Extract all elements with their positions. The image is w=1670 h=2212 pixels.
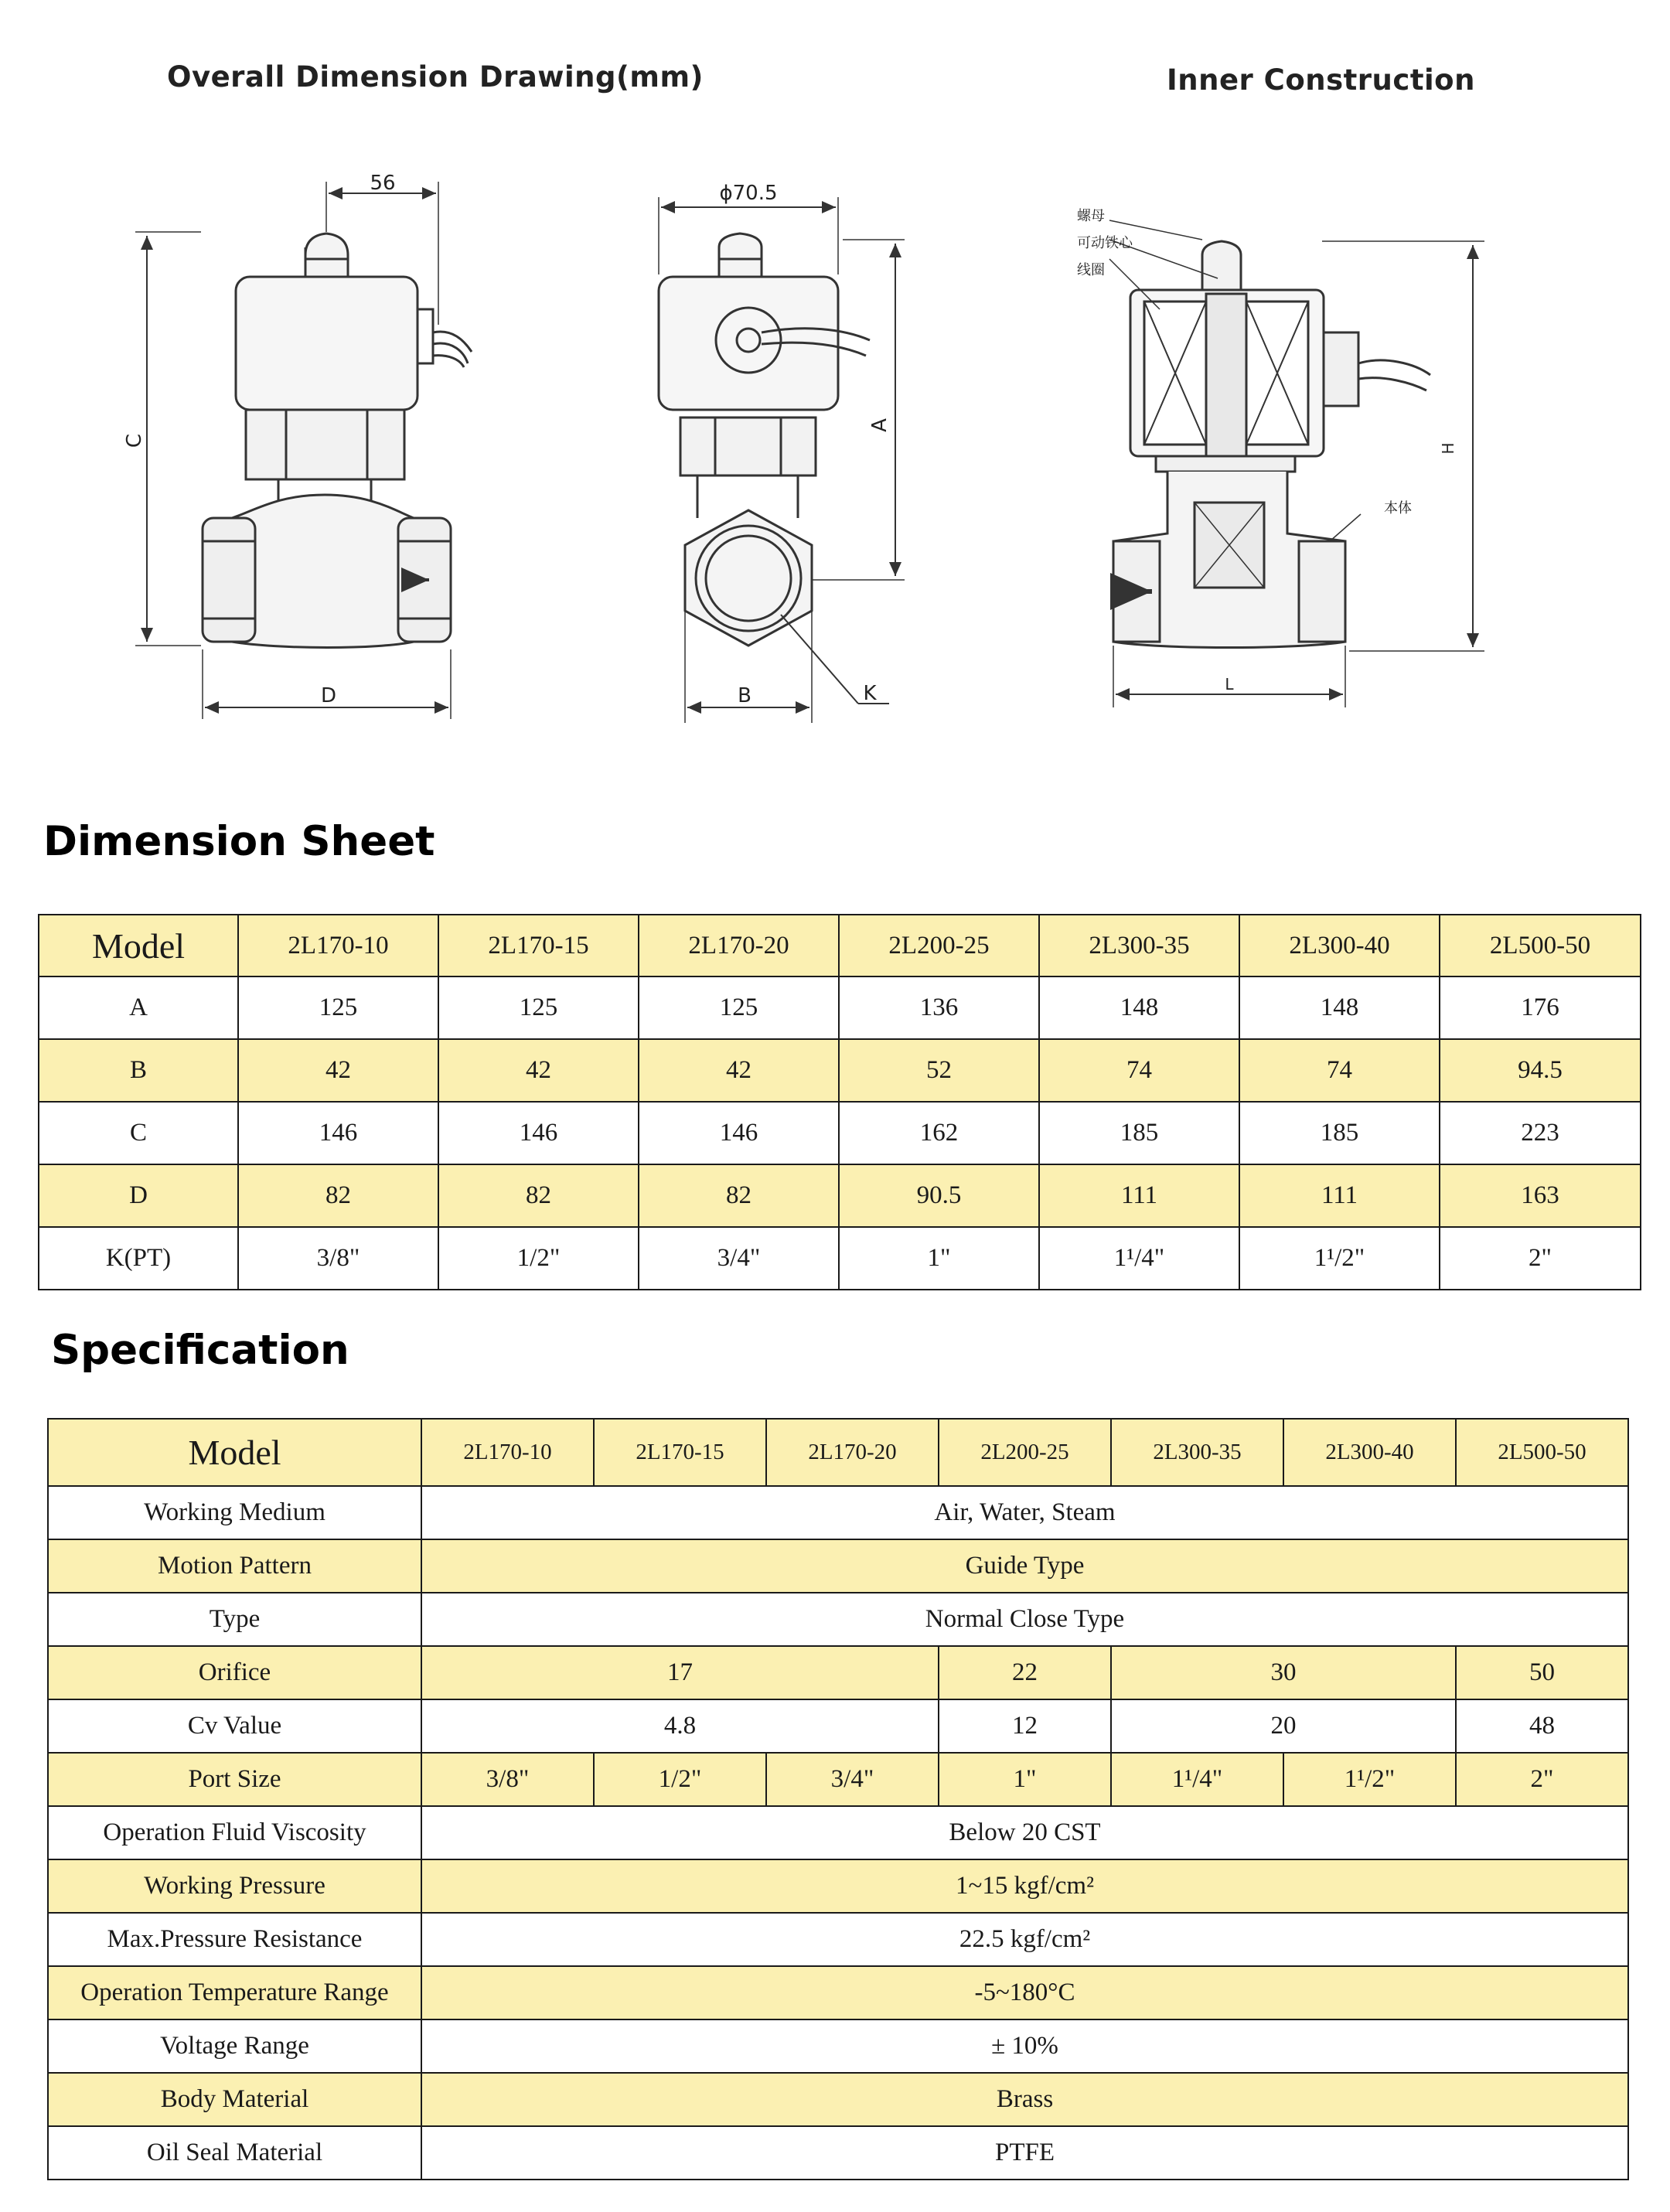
table-row [39, 1102, 1641, 1164]
dim-cell: 82 [238, 1164, 438, 1227]
dim-model-cell: 2L300-40 [1239, 915, 1440, 976]
dim-model-cell: 2L170-15 [438, 915, 639, 976]
dim-cell: 185 [1239, 1102, 1440, 1164]
table-row [48, 1699, 1628, 1753]
dim-cell: 1¹/4" [1039, 1227, 1239, 1290]
dim-cell: 82 [438, 1164, 639, 1227]
spec-row-label: Operation Fluid Viscosity [48, 1806, 421, 1859]
dim-model-cell: 2L170-10 [238, 915, 438, 976]
dim-row-label: B [39, 1039, 238, 1102]
spec-cell: PTFE [421, 2126, 1628, 2180]
spec-cell: -5~180°C [421, 1966, 1628, 2019]
dim-cell: 176 [1440, 976, 1641, 1039]
dim-cell: 185 [1039, 1102, 1239, 1164]
dim-cell: 163 [1440, 1164, 1641, 1227]
dim-cell: 90.5 [839, 1164, 1039, 1227]
spec-header-row [48, 1419, 1628, 1486]
spec-row-label: Motion Pattern [48, 1539, 421, 1593]
dim-cell: 42 [639, 1039, 839, 1102]
inner-construction-title: Inner Construction [1167, 63, 1475, 97]
spec-model-cell: 2L170-20 [766, 1419, 939, 1486]
dim-model-cell: 2L200-25 [839, 915, 1039, 976]
spec-model-cell: 2L300-40 [1283, 1419, 1456, 1486]
table-row [39, 1227, 1641, 1290]
spec-row-label: Body Material [48, 2073, 421, 2126]
dim-cell: 223 [1440, 1102, 1641, 1164]
spec-cell: Below 20 CST [421, 1806, 1628, 1859]
spec-cell: 22 [939, 1646, 1111, 1699]
dim-cell: 162 [839, 1102, 1039, 1164]
table-row [48, 1486, 1628, 1539]
dim-cell: 42 [438, 1039, 639, 1102]
spec-model-cell: 2L200-25 [939, 1419, 1111, 1486]
dim-h-label: H [1439, 442, 1457, 455]
spec-cell: 1¹/2" [1283, 1753, 1456, 1806]
dim-model-cell: 2L300-35 [1039, 915, 1239, 976]
spec-header-model: Model [48, 1419, 421, 1486]
dim-cell: 111 [1239, 1164, 1440, 1227]
dim-d-label: D [320, 684, 337, 707]
spec-cell: 50 [1456, 1646, 1628, 1699]
dim-row-label: C [39, 1102, 238, 1164]
dim-cell: 148 [1239, 976, 1440, 1039]
side-view-drawing [659, 197, 905, 723]
specification-table [47, 1418, 1629, 2180]
spec-row-label: Voltage Range [48, 2019, 421, 2073]
dim-cell: 42 [238, 1039, 438, 1102]
spec-model-cell: 2L170-15 [594, 1419, 766, 1486]
dim-a-label: A [868, 418, 891, 432]
spec-cell: Brass [421, 2073, 1628, 2126]
spec-cell: 12 [939, 1699, 1111, 1753]
dim-cell: 125 [438, 976, 639, 1039]
table-row [48, 2019, 1628, 2073]
spec-row-label: Port Size [48, 1753, 421, 1806]
spec-cell: 1¹/4" [1111, 1753, 1283, 1806]
dim-cell: 136 [839, 976, 1039, 1039]
spec-cell: Guide Type [421, 1539, 1628, 1593]
drawing-title: Overall Dimension Drawing(mm) [167, 60, 704, 94]
spec-cell: 1~15 kgf/cm² [421, 1859, 1628, 1913]
dim-cell: 74 [1239, 1039, 1440, 1102]
spec-row-label: Max.Pressure Resistance [48, 1913, 421, 1966]
table-row [39, 976, 1641, 1039]
dim-cell: 82 [639, 1164, 839, 1227]
table-row [48, 2126, 1628, 2180]
inner-construction-drawing [1109, 220, 1484, 707]
dim-cell: 2" [1440, 1227, 1641, 1290]
table-row [48, 1806, 1628, 1859]
dim-cell: 146 [639, 1102, 839, 1164]
specification-title: Specification [51, 1327, 349, 1374]
table-row [39, 1039, 1641, 1102]
spec-model-cell: 2L300-35 [1111, 1419, 1283, 1486]
spec-row-label: Oil Seal Material [48, 2126, 421, 2180]
dim-cell: 125 [639, 976, 839, 1039]
spec-cell: 1/2" [594, 1753, 766, 1806]
dim-model-cell: 2L500-50 [1440, 915, 1641, 976]
dim-cell: 1" [839, 1227, 1039, 1290]
table-row [48, 2073, 1628, 2126]
table-row [48, 1753, 1628, 1806]
dim-model-cell: 2L170-20 [639, 915, 839, 976]
cn-body-label: 本体 [1384, 500, 1412, 516]
dim-header-model: Model [39, 915, 238, 976]
spec-cell: Air, Water, Steam [421, 1486, 1628, 1539]
dim-cell: 3/8" [238, 1227, 438, 1290]
table-row [48, 1859, 1628, 1913]
dimension-drawings [0, 0, 1670, 773]
dim-cell: 148 [1039, 976, 1239, 1039]
dimension-sheet-title: Dimension Sheet [43, 818, 435, 865]
dim-cell: 94.5 [1440, 1039, 1641, 1102]
spec-cell: 22.5 kgf/cm² [421, 1913, 1628, 1966]
dim-cell: 1/2" [438, 1227, 639, 1290]
dim-row-label: A [39, 976, 238, 1039]
dim-cell: 74 [1039, 1039, 1239, 1102]
spec-row-label: Operation Temperature Range [48, 1966, 421, 2019]
spec-cell: ± 10% [421, 2019, 1628, 2073]
dim-header-row [39, 915, 1641, 976]
spec-row-label: Type [48, 1593, 421, 1646]
dim-row-label: D [39, 1164, 238, 1227]
dim-row-label: K(PT) [39, 1227, 238, 1290]
cn-coil-label: 线圈 [1077, 262, 1105, 278]
spec-row-label: Working Pressure [48, 1859, 421, 1913]
dim-cell: 146 [238, 1102, 438, 1164]
table-row [48, 1646, 1628, 1699]
spec-cell: 1" [939, 1753, 1111, 1806]
cn-nut-label: 螺母 [1077, 208, 1105, 224]
dim-c-label: C [123, 433, 146, 448]
spec-cell: 3/4" [766, 1753, 939, 1806]
spec-cell: 20 [1111, 1699, 1456, 1753]
spec-cell: 17 [421, 1646, 939, 1699]
dim-cell: 1¹/2" [1239, 1227, 1440, 1290]
spec-cell: 30 [1111, 1646, 1456, 1699]
spec-cell: 4.8 [421, 1699, 939, 1753]
table-row [48, 1593, 1628, 1646]
dim-l-label: L [1225, 675, 1234, 694]
table-row [39, 1164, 1641, 1227]
dim-b-label: B [738, 684, 752, 707]
spec-row-label: Working Medium [48, 1486, 421, 1539]
dim-cell: 146 [438, 1102, 639, 1164]
spec-cell: 3/8" [421, 1753, 594, 1806]
spec-cell: 48 [1456, 1699, 1628, 1753]
spec-row-label: Cv Value [48, 1699, 421, 1753]
dim-cell: 52 [839, 1039, 1039, 1102]
cn-plunger-label: 可动铁心 [1077, 235, 1133, 251]
dimension-table [38, 914, 1641, 1290]
spec-cell: Normal Close Type [421, 1593, 1628, 1646]
spec-row-label: Orifice [48, 1646, 421, 1699]
table-row [48, 1913, 1628, 1966]
dim-cell: 111 [1039, 1164, 1239, 1227]
dim-cell: 125 [238, 976, 438, 1039]
dim-56-label: 56 [370, 172, 396, 195]
spec-model-cell: 2L170-10 [421, 1419, 594, 1486]
table-row [48, 1966, 1628, 2019]
dim-k-label: K [863, 682, 877, 705]
table-row [48, 1539, 1628, 1593]
front-view-drawing [135, 182, 472, 719]
dim-phi-label: ϕ70.5 [719, 182, 778, 205]
spec-model-cell: 2L500-50 [1456, 1419, 1628, 1486]
dim-cell: 3/4" [639, 1227, 839, 1290]
spec-cell: 2" [1456, 1753, 1628, 1806]
